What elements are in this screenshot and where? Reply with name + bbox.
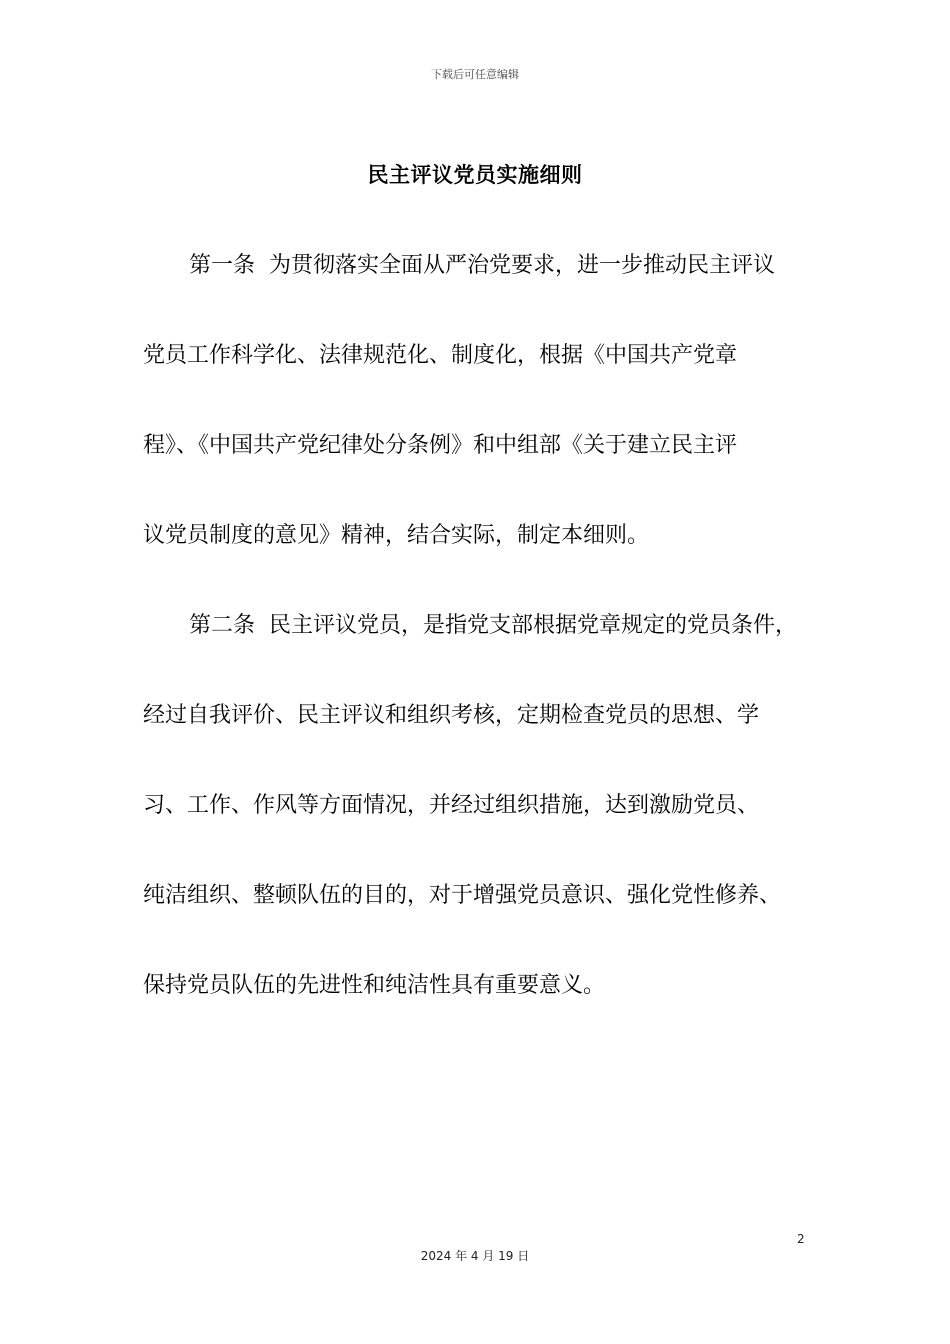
article-line: 议党员制度的意见》精神，结合实际，制定本细则。 [143,523,650,548]
article-text: 为贯彻落实全面从严治党要求，进一步推动民主评议 [269,253,776,278]
article-1 [143,251,823,611]
article-label: 第一条 [189,253,256,278]
article-line [143,251,823,341]
footer-date: 2024 年 4 月 19 日 [420,1249,530,1263]
article-label: 第二条 [189,613,256,638]
article-line: 纯洁组织、整顿队伍的目的，对于增强党员意识、强化党性修养、 [143,883,782,908]
article-line: 保持党员队伍的先进性和纯洁性具有重要意义。 [143,973,606,998]
article-line: 经过自我评价、民主评议和组织考核，定期检查党员的思想、学 [143,703,760,728]
article-line: 习、工作、作风等方面情况，并经过组织措施，达到激励党员、 [143,793,760,818]
article-line: 程》、《中国共产党纪律处分条例》和中组部《关于建立民主评 [143,433,738,458]
document-title: 民主评议党员实施细则 [367,163,583,187]
article-2 [143,611,823,1061]
article-line: 党员工作科学化、法律规范化、制度化，根据《中国共产党章 [143,343,738,368]
header-note: 下载后可任意编辑 [431,68,519,81]
page-number: 2 [797,1232,805,1246]
article-line [143,611,823,701]
article-text: 民主评议党员，是指党支部根据党章规定的党员条件， [269,613,798,638]
